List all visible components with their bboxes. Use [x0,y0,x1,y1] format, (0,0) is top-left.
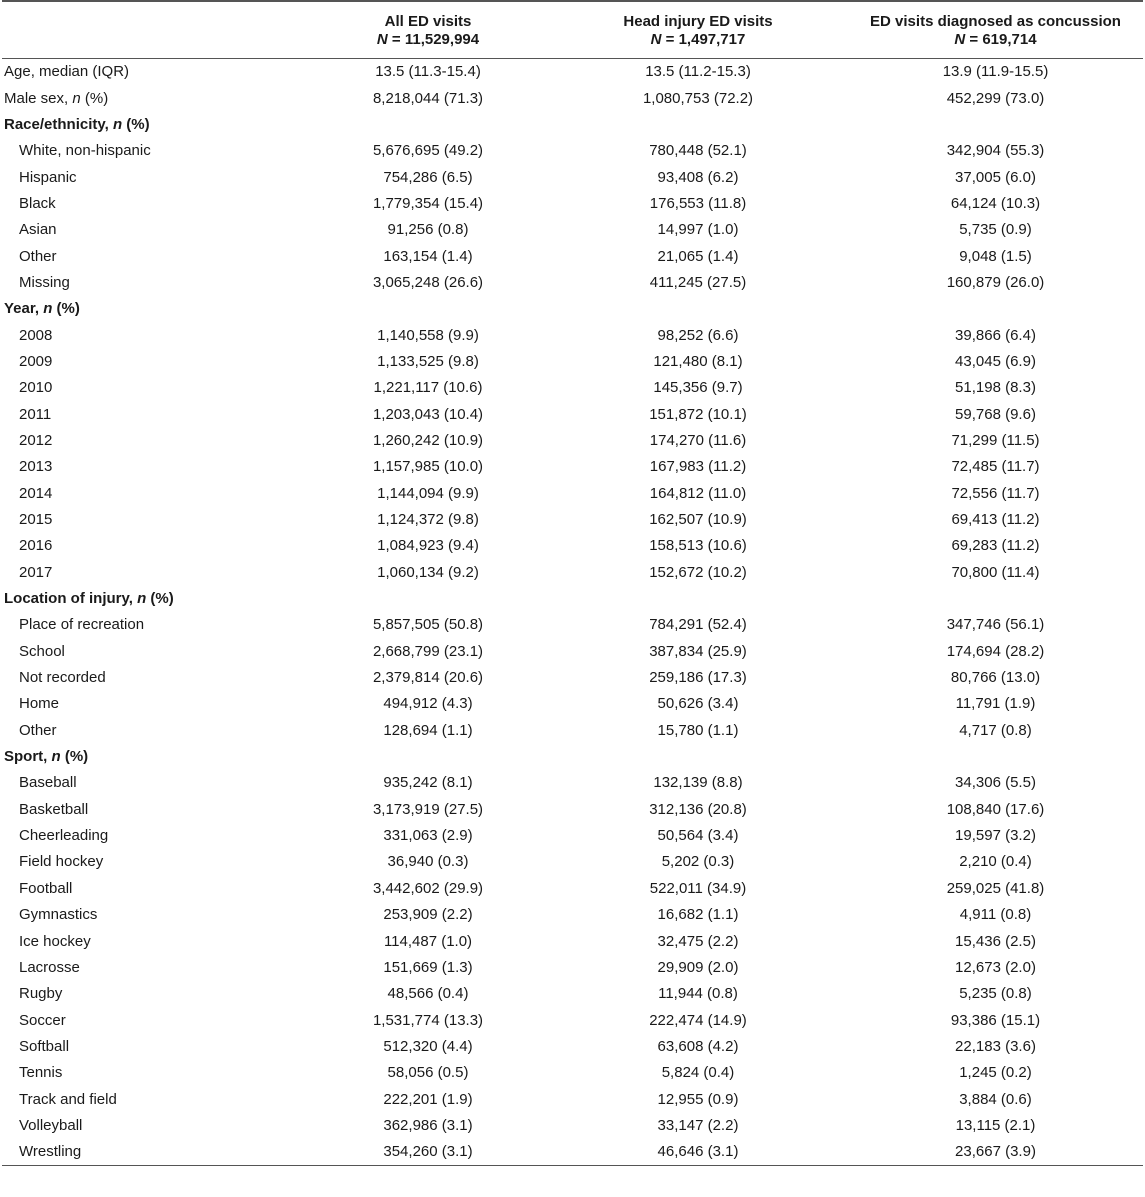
cell-value: 3,442,602 (29.9) [372,879,484,897]
section-label: Year, n (%) [4,300,80,318]
cell-value: 72,556 (11.7) [951,484,1040,502]
cell-value: 158,513 (10.6) [649,537,747,555]
cell-value: 39,866 (6.4) [955,326,1036,344]
cell-value: 50,626 (3.4) [657,695,739,713]
cell-value: 29,909 (2.0) [657,958,739,976]
demographics-table [2,0,1143,1166]
column-n-label: N = 1,497,717 [650,31,746,48]
table-row [2,1086,1143,1112]
table-row [2,243,1143,269]
cell-value: 784,291 (52.4) [649,616,747,634]
table-row [2,191,1143,217]
cell-value: 15,436 (2.5) [955,932,1036,950]
cell-value: 8,218,044 (71.3) [372,89,484,107]
row-label: Ice hockey [19,932,91,950]
column-header-0 [2,2,308,59]
row-label: 2015 [19,511,53,529]
table-row [2,375,1143,401]
column-n-label: N = 11,529,994 [376,31,480,48]
row-label: 2008 [19,326,53,344]
section-label: Sport, n (%) [4,748,89,766]
cell-value: 21,065 (1.4) [657,247,739,265]
cell-value: 5,857,505 (50.8) [372,616,484,634]
cell-value: 174,694 (28.2) [946,642,1045,660]
cell-value: 4,911 (0.8) [959,906,1032,924]
cell-value: 13,115 (2.1) [955,1116,1036,1134]
table-row [2,349,1143,375]
cell-value: 46,646 (3.1) [548,1139,848,1166]
row-label: Basketball [19,800,89,818]
table-row [2,428,1143,454]
section-row [2,112,1143,138]
table-row [2,217,1143,243]
row-label: 2012 [19,431,53,449]
section-row [2,296,1143,322]
table-row [2,401,1143,427]
row-label: Hispanic [19,168,77,186]
row-label: Rugby [19,985,63,1003]
cell-value: 3,173,919 (27.5) [372,800,484,818]
cell-value: 3,065,248 (26.6) [372,273,484,291]
table-row [2,797,1143,823]
cell-value: 167,983 (11.2) [649,458,747,476]
cell-value: 32,475 (2.2) [657,932,739,950]
cell-value: 222,474 (14.9) [649,1011,747,1029]
table-row [2,876,1143,902]
cell-value: 3,884 (0.6) [959,1090,1032,1108]
table-row [2,85,1143,111]
cell-value: 2,668,799 (23.1) [372,642,484,660]
row-label: Place of recreation [19,616,145,634]
row-label: Football [19,879,73,897]
row-label: Home [19,695,60,713]
cell-value: 48,566 (0.4) [387,985,469,1003]
table-row [2,481,1143,507]
cell-value: 342,904 (55.3) [946,142,1045,160]
cell-value: 5,235 (0.8) [959,985,1032,1003]
cell-value: 50,564 (3.4) [657,827,739,845]
cell-value: 72,485 (11.7) [951,458,1040,476]
row-label: Other [19,721,57,739]
row-label: Black [19,194,56,212]
table-row [2,691,1143,717]
row-label: Field hockey [19,853,104,871]
cell-value: 1,245 (0.2) [959,1064,1032,1082]
cell-value: 1,260,242 (10.9) [372,431,484,449]
cell-value: 1,531,774 (13.3) [372,1011,484,1029]
cell-value: 121,480 (8.1) [653,352,743,370]
column-header-1 [308,2,548,59]
table-row [2,322,1143,348]
cell-value: 5,202 (0.3) [661,853,735,871]
cell-value: 128,694 (1.1) [383,721,473,739]
cell-value: 12,955 (0.9) [657,1090,739,1108]
row-label: 2017 [19,563,53,581]
cell-value: 145,356 (9.7) [653,379,743,397]
row-label: Wrestling [2,1139,308,1166]
cell-value: 13.9 (11.9-15.5) [942,63,1049,81]
cell-value: 34,306 (5.5) [955,774,1036,792]
column-title: All ED visits [384,13,472,30]
column-header-2 [548,2,848,59]
cell-value: 1,084,923 (9.4) [377,537,479,555]
cell-value: 754,286 (6.5) [383,168,473,186]
cell-value: 312,136 (20.8) [649,800,747,818]
cell-value: 69,283 (11.2) [951,537,1040,555]
cell-value: 108,840 (17.6) [946,800,1045,818]
row-label: Not recorded [19,669,106,687]
cell-value: 1,221,117 (10.6) [373,379,483,397]
cell-value: 64,124 (10.3) [950,194,1041,212]
cell-value: 59,768 (9.6) [955,405,1036,423]
cell-value: 1,140,558 (9.9) [377,326,479,344]
table-header [2,1,1143,59]
cell-value: 11,944 (0.8) [658,985,738,1003]
row-label: Volleyball [19,1116,83,1134]
cell-value: 93,386 (15.1) [950,1011,1041,1029]
table-row [2,1060,1143,1086]
cell-value: 362,986 (3.1) [383,1116,473,1134]
cell-value: 70,800 (11.4) [951,563,1040,581]
cell-value: 58,056 (0.5) [387,1064,469,1082]
table-row [2,902,1143,928]
table-row [2,665,1143,691]
header-row [2,2,1143,59]
row-label: School [19,642,65,660]
row-label: 2014 [19,484,53,502]
cell-value: 151,872 (10.1) [649,405,747,423]
cell-value: 2,379,814 (20.6) [372,669,484,687]
cell-value: 1,133,525 (9.8) [377,352,479,370]
row-label: 2011 [19,405,52,423]
row-label: 2010 [19,379,53,397]
cell-value: 331,063 (2.9) [383,827,473,845]
section-row [2,744,1143,770]
row-label: Cheerleading [19,827,109,845]
cell-value: 14,997 (1.0) [657,221,739,239]
table-row [2,849,1143,875]
table-row [2,270,1143,296]
cell-value: 132,139 (8.8) [653,774,743,792]
cell-value: 522,011 (34.9) [649,879,747,897]
cell-value: 13.5 (11.3-15.4) [375,63,481,81]
table-row [2,770,1143,796]
cell-value: 12,673 (2.0) [955,958,1036,976]
cell-value: 452,299 (73.0) [946,89,1045,107]
cell-value: 164,812 (11.0) [649,484,747,502]
cell-value: 259,025 (41.8) [946,879,1045,897]
cell-value: 43,045 (6.9) [955,352,1036,370]
table-row [2,507,1143,533]
row-label: Soccer [19,1011,66,1029]
row-label: 2016 [19,537,53,555]
cell-value: 51,198 (8.3) [955,379,1036,397]
column-title: Head injury ED visits [623,13,773,30]
cell-value: 71,299 (11.5) [951,431,1040,449]
cell-value: 1,779,354 (15.4) [372,194,484,212]
cell-value: 354,260 (3.1) [308,1139,548,1166]
cell-value: 494,912 (4.3) [383,695,473,713]
cell-value: 22,183 (3.6) [955,1037,1036,1055]
row-label: Tennis [19,1064,63,1082]
column-title: ED visits diagnosed as concussion [870,13,1121,30]
cell-value: 176,553 (11.8) [649,194,747,212]
cell-value: 19,597 (3.2) [955,827,1036,845]
cell-value: 1,144,094 (9.9) [377,484,479,502]
column-n-label: N = 619,714 [954,31,1037,48]
cell-value: 160,879 (26.0) [946,273,1045,291]
table-row [2,1034,1143,1060]
row-label: Asian [19,221,57,239]
cell-value: 411,245 (27.5) [649,273,747,291]
cell-value: 151,669 (1.3) [383,958,473,976]
table-row [2,454,1143,480]
row-label: Gymnastics [19,906,98,924]
cell-value: 36,940 (0.3) [387,853,469,871]
cell-value: 253,909 (2.2) [383,906,473,924]
table-row [2,928,1143,954]
table-row [2,639,1143,665]
cell-value: 163,154 (1.4) [383,247,473,265]
cell-value: 347,746 (56.1) [946,616,1045,634]
cell-value: 1,124,372 (9.8) [377,511,479,529]
table-row [2,955,1143,981]
section-label: Location of injury, n (%) [4,590,174,608]
table-row [2,1113,1143,1139]
cell-value: 69,413 (11.2) [951,511,1040,529]
cell-value: 174,270 (11.6) [649,431,747,449]
table-row [2,533,1143,559]
cell-value: 9,048 (1.5) [959,247,1032,265]
cell-value: 63,608 (4.2) [657,1037,739,1055]
table-row [2,981,1143,1007]
cell-value: 780,448 (52.1) [649,142,747,160]
cell-value: 2,210 (0.4) [959,853,1032,871]
row-label: Track and field [19,1090,117,1108]
cell-value: 5,676,695 (49.2) [372,142,484,160]
cell-value: 114,487 (1.0) [383,932,473,950]
cell-value: 4,717 (0.8) [959,721,1032,739]
cell-value: 37,005 (6.0) [955,168,1036,186]
row-label: White, non-hispanic [19,142,151,160]
table-body [2,59,1143,1166]
cell-value: 1,203,043 (10.4) [372,405,484,423]
table-row [2,612,1143,638]
cell-value: 98,252 (6.6) [657,326,739,344]
section-label: Race/ethnicity, n (%) [4,115,150,133]
row-label: Missing [19,273,70,291]
cell-value: 23,667 (3.9) [848,1139,1143,1166]
cell-value: 93,408 (6.2) [657,168,739,186]
column-header-3 [848,2,1143,59]
row-label: Baseball [19,774,77,792]
cell-value: 259,186 (17.3) [649,669,747,687]
table-row [2,1139,1143,1166]
cell-value: 1,080,753 (72.2) [642,89,754,107]
table-row [2,164,1143,190]
table-row [2,1007,1143,1033]
cell-value: 80,766 (13.0) [950,669,1041,687]
cell-value: 512,320 (4.4) [383,1037,473,1055]
table-row [2,560,1143,586]
row-label: 2013 [19,458,53,476]
cell-value: 5,735 (0.9) [959,221,1032,239]
section-row [2,586,1143,612]
cell-value: 152,672 (10.2) [649,563,747,581]
row-label: Other [19,247,57,265]
table-row [2,823,1143,849]
row-label: Lacrosse [19,958,80,976]
row-label: Age, median (IQR) [4,63,130,81]
row-label: Male sex, n (%) [4,89,109,107]
cell-value: 33,147 (2.2) [657,1116,739,1134]
cell-value: 935,242 (8.1) [383,774,473,792]
cell-value: 5,824 (0.4) [661,1064,735,1082]
table-row [2,59,1143,86]
cell-value: 387,834 (25.9) [649,642,747,660]
cell-value: 16,682 (1.1) [657,906,739,924]
row-label: Softball [19,1037,70,1055]
cell-value: 1,060,134 (9.2) [377,563,479,581]
cell-value: 91,256 (0.8) [387,221,469,239]
cell-value: 11,791 (1.9) [955,695,1036,713]
row-label: 2009 [19,352,53,370]
cell-value: 15,780 (1.1) [657,721,739,739]
table-row [2,718,1143,744]
table-row [2,138,1143,164]
cell-value: 13.5 (11.2-15.3) [645,63,751,81]
cell-value: 222,201 (1.9) [383,1090,473,1108]
cell-value: 1,157,985 (10.0) [372,458,484,476]
cell-value: 162,507 (10.9) [649,511,747,529]
